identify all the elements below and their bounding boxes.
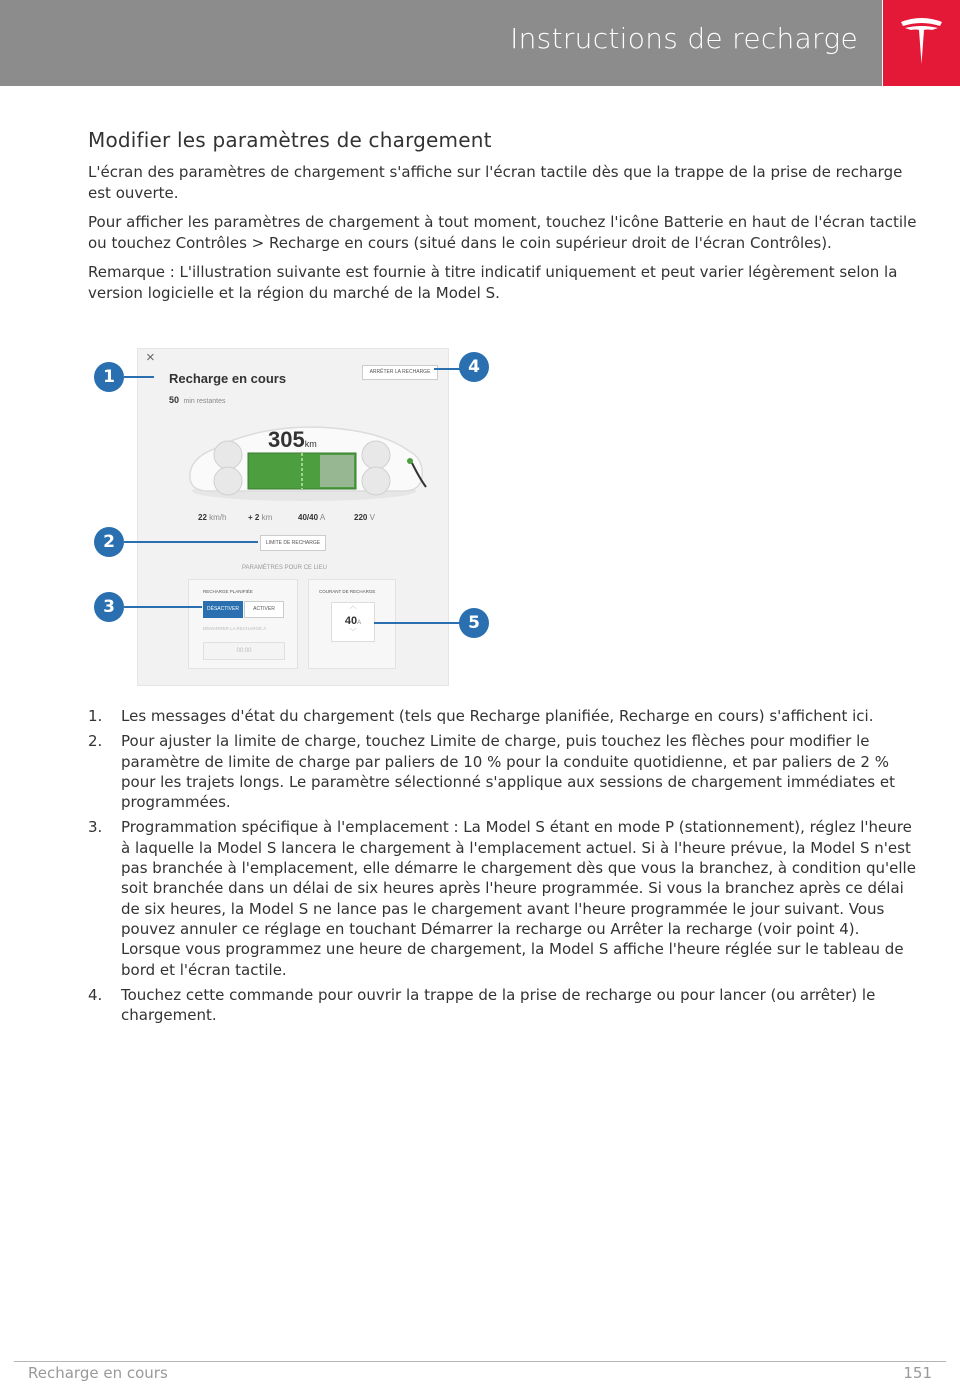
footer-divider bbox=[14, 1361, 946, 1362]
close-icon[interactable]: × bbox=[146, 349, 155, 366]
note-paragraph: Remarque : L'illustration suivante est fournie à titre indicatif uniquement et peut varier légèrement selon la version logicielle et la région du marché de la Model S. bbox=[88, 263, 898, 302]
range-display: 305km bbox=[268, 427, 317, 452]
charging-screen bbox=[137, 348, 449, 686]
location-settings-label: PARAMÈTRES POUR CE LIEU bbox=[242, 565, 327, 571]
activate-button[interactable]: ACTIVER bbox=[244, 601, 284, 618]
stop-charging-button[interactable]: ARRÊTER LA RECHARGE bbox=[362, 365, 438, 380]
paragraph: Pour afficher les paramètres de chargement à tout moment, touchez l'icône Batterie en haut de l'écran tactile ou touchez Contrôles > Recharge en cours (situé dans le coin supérieur droit de l'écran Contrôles). bbox=[88, 213, 917, 252]
page-header bbox=[0, 0, 882, 86]
callout-line-2 bbox=[124, 541, 258, 543]
section-heading: Modifier les paramètres de chargement bbox=[88, 128, 492, 152]
charging-status-title: Recharge en cours bbox=[169, 371, 287, 386]
paragraph: L'écran des paramètres de chargement s'affiche sur l'écran tactile dès que la trappe de la prise de recharge est ouverte. bbox=[88, 163, 903, 202]
stat-current: 40/40 A bbox=[298, 513, 326, 522]
callout-line-5 bbox=[374, 622, 462, 624]
callout-line-1 bbox=[124, 376, 154, 378]
callout-4: 4 bbox=[459, 352, 489, 382]
page-number: 151 bbox=[903, 1364, 932, 1382]
charging-current-panel bbox=[308, 579, 396, 669]
list-item: 4. Touchez cette commande pour ouvrir la trappe de la prise de recharge ou pour lancer (ou arrêter) le chargement. bbox=[88, 985, 876, 1025]
footer-section: Recharge en cours bbox=[28, 1364, 168, 1382]
tesla-logo-icon bbox=[899, 16, 944, 68]
stat-range-added: + 2 km bbox=[248, 513, 273, 522]
charging-screen-figure bbox=[92, 344, 492, 686]
callout-1: 1 bbox=[94, 362, 124, 392]
list-item: 2. Pour ajuster la limite de charge, touchez Limite de charge, puis touchez les flèches pour modifier le paramètre de limite de charge par paliers de 10 % pour la conduite quotidienne, et par paliers de 2 % pour les trajets longs. Le paramètre sélectionné s'applique aux sessions de chargement immédiates et programmées. bbox=[88, 732, 895, 812]
stat-voltage: 220 V bbox=[354, 513, 375, 522]
callout-line-4 bbox=[434, 368, 462, 370]
time-field[interactable]: 00:00 bbox=[203, 642, 285, 660]
callout-5: 5 bbox=[459, 608, 489, 638]
start-charging-label: DÉMARRER LA RECHARGE À bbox=[203, 626, 267, 631]
tesla-logo-box bbox=[883, 0, 960, 86]
scheduled-charging-panel bbox=[188, 579, 298, 669]
time-remaining: 50 min restantes bbox=[169, 395, 226, 405]
scheduled-charging-label: RECHARGE PLANIFIÉE bbox=[203, 589, 253, 594]
chevron-up-icon[interactable]: ︿ bbox=[349, 603, 357, 610]
charging-current-label: COURANT DE RECHARGE bbox=[319, 589, 376, 594]
main-content bbox=[88, 128, 918, 312]
callout-descriptions bbox=[88, 706, 918, 1030]
charge-limit-button[interactable]: LIMITE DE RECHARGE bbox=[260, 535, 326, 551]
header-title: Instructions de recharge bbox=[510, 22, 858, 55]
current-stepper[interactable]: ︿ 40A ﹀ bbox=[331, 602, 375, 642]
callout-3: 3 bbox=[94, 592, 124, 622]
deactivate-button[interactable]: DÉSACTIVER bbox=[203, 601, 243, 618]
stat-speed: 22 km/h bbox=[198, 513, 227, 522]
list-item: 1. Les messages d'état du chargement (tels que Recharge planifiée, Recharge en cours) s'affichent ici. bbox=[88, 707, 874, 725]
callout-2: 2 bbox=[94, 527, 124, 557]
list-item: 3. Programmation spécifique à l'emplacement : La Model S étant en mode P (stationnement), réglez l'heure à laquelle la Model S lancera le chargement à l'emplacement actuel. Si à l'heure prévue, la Model S n'est pas branchée à l'emplacement, elle démarre le chargement dès que vous la branchez, à condition qu'elle soit branchée dans un délai de six heures après l'heure programmée. Si vous la branchez après ce délai de six heures, la Model S ne lance pas le chargement avant l'heure programmée le jour suivant. Vous pouvez annuler ce réglage en touchant Démarrer la recharge ou Arrêter la recharge (voir point 4). Lorsque vous programmez une heure de chargement, la Model S affiche l'heure réglée sur le tableau de bord et l'écran tactile. bbox=[88, 818, 916, 979]
chevron-down-icon[interactable]: ﹀ bbox=[349, 629, 357, 636]
callout-line-3 bbox=[124, 606, 202, 608]
